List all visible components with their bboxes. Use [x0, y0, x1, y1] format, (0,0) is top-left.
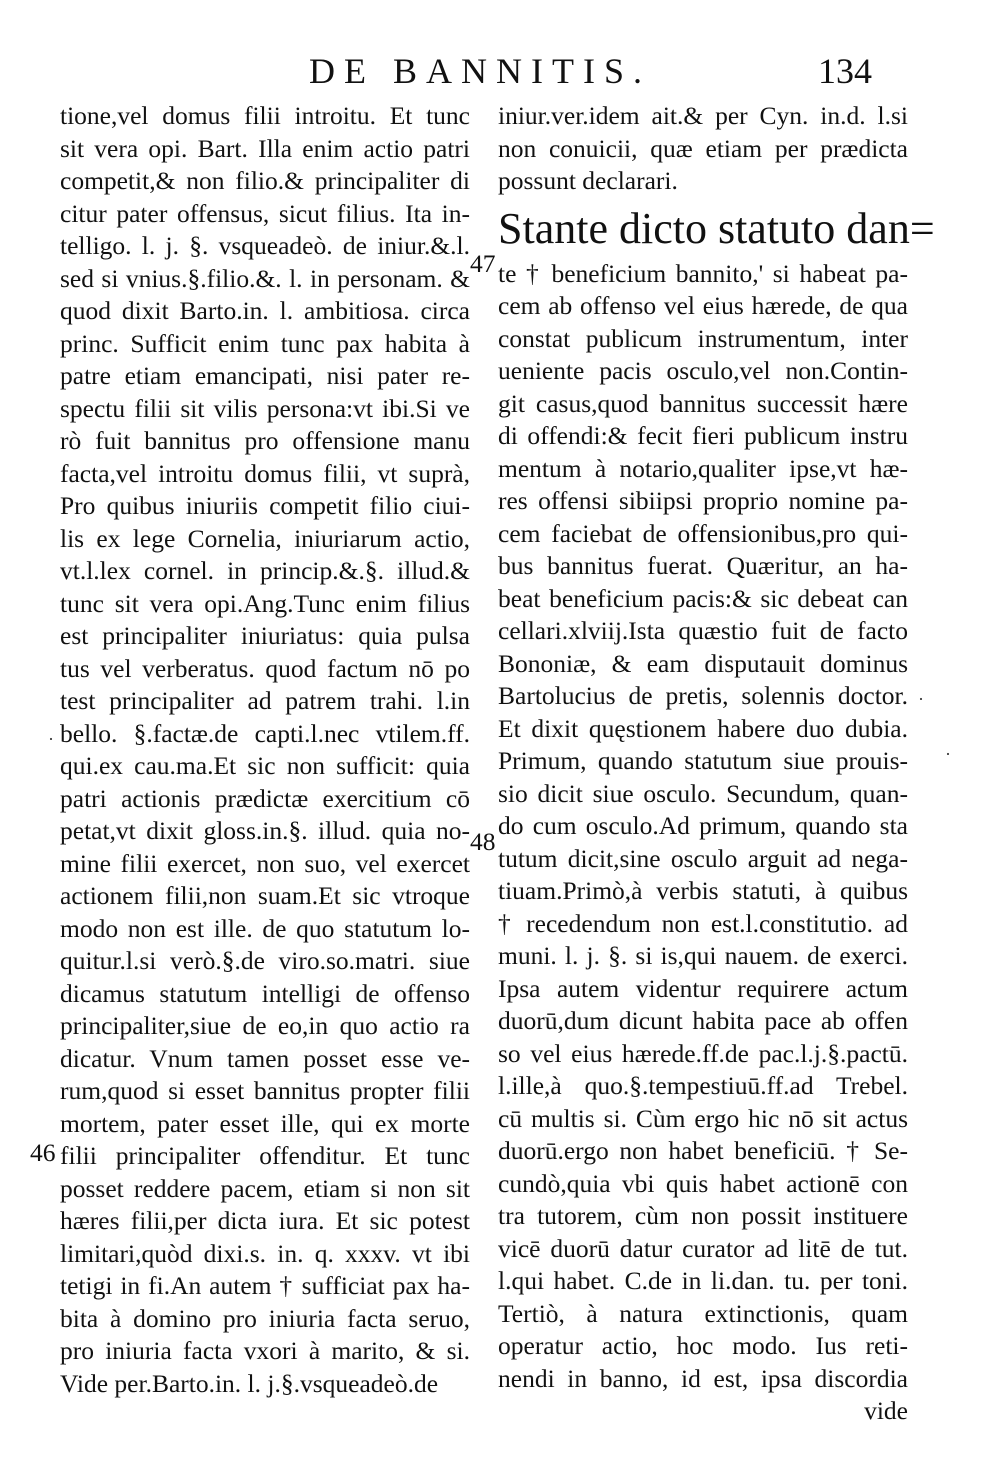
text-line: constat publicum instrumentum, inter [498, 323, 908, 353]
text-line: filii principaliter offenditur. Et tunc [60, 1141, 470, 1170]
text-line: principaliter,siue de eo,in quo actio ra [60, 1011, 470, 1040]
text-line: test principaliter ad patrem trahi. l.in [60, 686, 470, 715]
text-line: tione,vel domus filii introitu. Et tunc [60, 101, 470, 130]
text-line: sit vera opi. Bart. Illa enim actio patri [60, 133, 470, 163]
text-line: possunt declarari. [498, 166, 678, 195]
text-line: git casus,quod bannitus successit hære [498, 388, 908, 418]
text-line: tunc sit vera opi.Ang.Tunc enim filius [60, 588, 470, 618]
text-line: lis ex lege Cornelia, iniuriarum actio, [60, 523, 470, 553]
text-line: res offensi sibiipsi proprio nomine pa- [498, 486, 908, 515]
text-line: bello. §.factæ.de capti.l.nec vtilem.ff. [60, 718, 470, 748]
text-line: ueniente pacis osculo,vel non.Contin- [498, 356, 908, 385]
text-line: quod dixit Barto.in. l. ambitiosa. circa [60, 296, 470, 325]
margin-number-46: 46 [30, 1138, 56, 1167]
text-line: princ. Sufficit enim tunc pax habita à [60, 328, 470, 358]
text-line: operatur actio, hoc modo. Ius reti- [498, 1331, 908, 1360]
text-line: cem faciebat de offensionibus,pro qui- [498, 518, 908, 548]
text-line: tetigi in fi.An autem † sufficiat pax ha- [60, 1271, 470, 1300]
text-line: l.ille,à quo.§.tempestiuū.ff.ad Trebel. [498, 1071, 908, 1100]
text-line: do cum osculo.Ad primum, quando sta [498, 811, 908, 840]
text-line: duorū.ergo non habet beneficiū. † Se- [498, 1136, 908, 1165]
text-line: dicatur. Vnum tamen posset esse ve- [60, 1043, 470, 1073]
running-title: DE BANNITIS. [309, 51, 651, 91]
section-heading: Stante dicto statuto dan= [498, 203, 935, 253]
text-line: cū multis si. Cùm ergo hic nō sit actus [498, 1103, 908, 1133]
text-line: mortem, pater esset ille, qui ex morte [60, 1108, 470, 1138]
text-line: tiuam.Primò,à verbis statuti, à quibus [498, 876, 908, 905]
text-line: cundò,quia vbi quis habet actionē con [498, 1168, 908, 1198]
text-line: sio dicit siue osculo. Secundum, quan- [498, 778, 908, 808]
text-line: te † beneficium bannito,' si habeat pa- [498, 258, 908, 288]
text-line: duorū,dum dicunt habita pace ab offen [498, 1006, 908, 1035]
text-line: posset reddere pacem, etiam si non sit [60, 1173, 470, 1203]
text-line: citur pater offensus, sicut filius. Ita in- [60, 198, 470, 228]
text-line: mine filii exercet, non suo, vel exercet [60, 848, 470, 878]
text-line: dicamus statutum intelligi de offenso [60, 978, 470, 1008]
text-line: facta,vel introitu domus filii, vt suprà, [60, 458, 470, 488]
text-line: hæres filii,per dicta iura. Et sic potest [60, 1206, 470, 1235]
text-line: patre etiam emancipati, nisi pater re- [60, 361, 470, 390]
text-line: Pro quibus iniuriis competit filio ciui- [60, 491, 470, 520]
text-line: rò fuit bannitus pro offensione manu [60, 426, 470, 455]
text-line: competit,& non filio.& principaliter di [60, 166, 470, 195]
text-line: l.qui habet. C.de in li.dan. tu. per toni. [498, 1266, 908, 1295]
text-line: cellari.xlviij.Ista quæstio fuit de facto [498, 616, 908, 645]
text-line: quitur.l.si verò.§.de viro.so.matri. siue [60, 946, 470, 975]
text-line: bita à domino pro iniuria facta seruo, [60, 1303, 470, 1333]
text-line: Ipsa autem videntur requirere actum [498, 973, 908, 1003]
text-line: so vel eius hærede.ff.de pac.l.j.§.pactū. [498, 1038, 908, 1068]
text-line: sed si vnius.§.filio.&. l. in personam. & [60, 263, 470, 293]
text-line: Primum, quando statutum siue prouis- [498, 746, 908, 775]
page-number: 134 [818, 51, 872, 91]
margin-number-47: 47 [470, 249, 496, 278]
text-line: actionem filii,non suam.Et sic vtroque [60, 881, 470, 910]
scan-speck: · [918, 689, 924, 709]
text-line: patri actionis prædictæ exercitium cō [60, 783, 470, 813]
text-line: telligo. l. j. §. vsqueadeò. de iniur.&.l. [60, 231, 470, 260]
text-line: muni. l. j. §. si is,qui nauem. de exerci. [498, 941, 908, 970]
text-line: Bononiæ, & eam disputauit dominus [498, 648, 908, 678]
text-line: di offendi:& fecit fieri publicum instru [498, 421, 908, 450]
text-line: Vide per.Barto.in. l. j.§.vsqueadeò.de [60, 1368, 439, 1398]
text-line: rum,quod si esset bannitus propter filii [60, 1076, 470, 1105]
text-line: nendi in banno, id est, ipsa discordia [498, 1363, 908, 1393]
text-line: limitari,quòd dixi.s. in. q. xxxv. vt ibi [60, 1238, 470, 1268]
text-line: beat beneficium pacis:& sic debeat can [498, 583, 908, 613]
text-line: † recedendum non est.l.constitutio. ad [498, 908, 908, 938]
text-line: bus bannitus fuerat. Quæritur, an ha- [498, 551, 908, 580]
text-line: non conuicii, quæ etiam per prædicta [498, 133, 908, 163]
text-line: vt.l.lex cornel. in princip.&.§. illud.& [60, 556, 470, 585]
left-column [60, 100, 470, 1400]
scan-speck: · [945, 744, 951, 764]
text-line: tutum dicit,sine osculo arguit ad nega- [498, 843, 908, 873]
catchword: vide [864, 1396, 908, 1425]
text-line: Bartolucius de pretis, solennis doctor. [498, 681, 908, 710]
text-line: iniur.ver.idem ait.& per Cyn. in.d. l.si [498, 101, 908, 130]
right-column [498, 100, 935, 1428]
text-line: vicē duorū datur curator ad litē de tut. [498, 1233, 908, 1263]
text-line: Et dixit quęstionem habere duo dubia. [498, 713, 908, 743]
text-line: spectu filii sit vilis persona:vt ibi.Si ve [60, 393, 470, 423]
scan-speck: · [48, 729, 54, 749]
text-line: Tertiò, à natura extinctionis, quam [498, 1298, 908, 1328]
text-line: tra tutorem, cùm non possit instituere [498, 1201, 908, 1230]
text-line: tus vel verberatus. quod factum nō po [60, 653, 470, 683]
margin-number-48: 48 [470, 827, 496, 856]
text-line: est principaliter iniuriatus: quia pulsa [60, 621, 470, 650]
text-line: modo non est ille. de quo statutum lo- [60, 913, 470, 943]
text-line: mentum à notario,qualiter ipse,vt hæ- [498, 453, 908, 483]
text-line: pro iniuria facta vxori à marito, & si. [60, 1336, 470, 1365]
text-line: cem ab offenso vel eius hærede, de qua [498, 291, 908, 320]
text-line: qui.ex cau.ma.Et sic non sufficit: quia [60, 751, 470, 780]
text-line: petat,vt dixit gloss.in.§. illud. quia no- [60, 816, 470, 845]
